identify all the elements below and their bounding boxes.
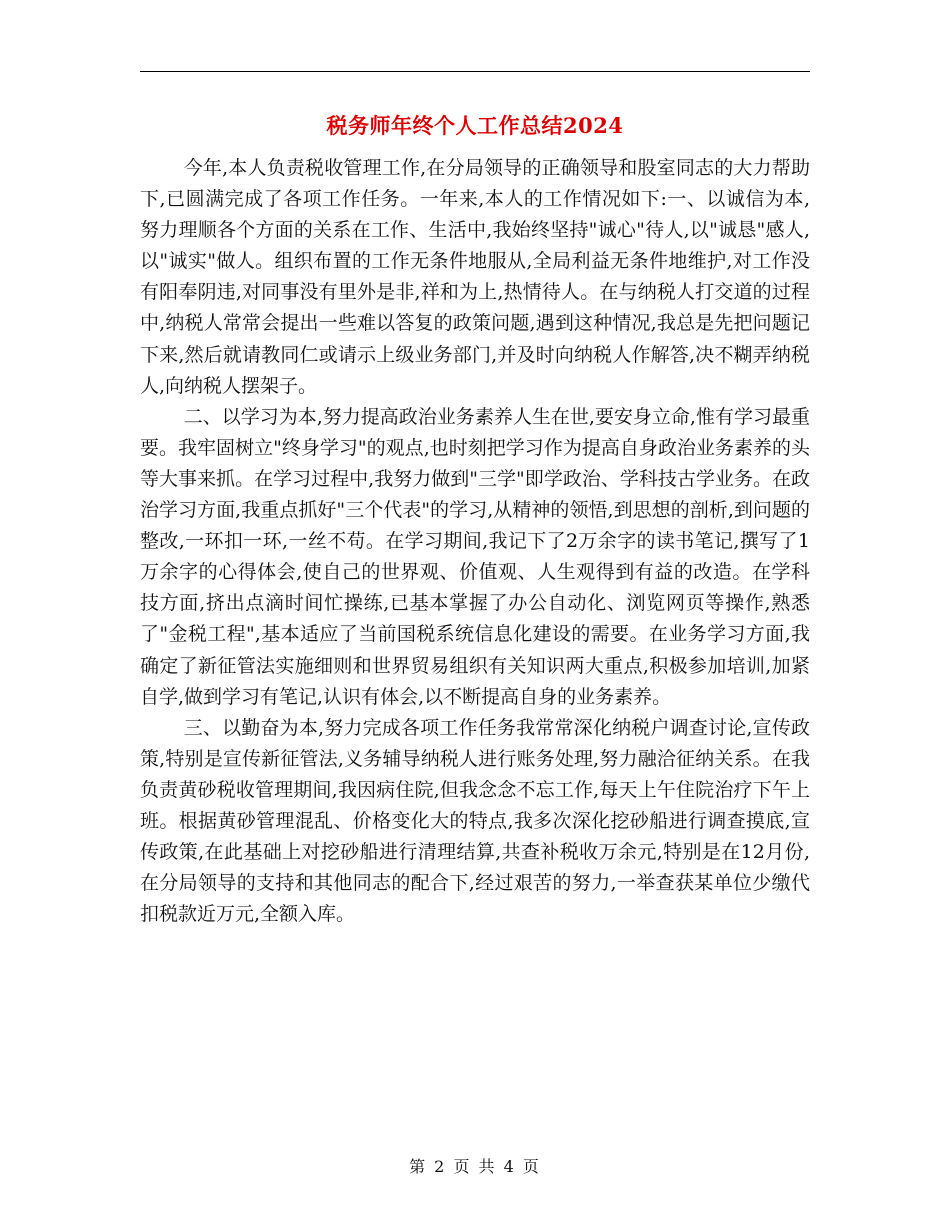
header-rule (140, 71, 810, 72)
paragraph-2: 二、以学习为本,努力提高政治业务素养人生在世,要安身立命,惟有学习最重要。我牢固树立"终身学习"的观点,也时刻把学习作为提高自身政治业务素养的头等大事来抓。在学习过程中,我努力做到"三学"即学政治、学科技古学业务。在政治学习方面,我重点抓好"三个代表"的学习,从精神的领悟,到思想的剖析,到问题的整改,一环扣一环,一丝不苟。在学习期间,我记下了2万余字的读书笔记,撰写了1万余字的心得体会,使自己的世界观、价值观、人生观得到有益的改造。在学科技方面,挤出点滴时间忙操练,已基本掌握了办公自动化、浏览网页等操作,熟悉了"金税工程",基本适应了当前国税系统信息化建设的需要。在业务学习方面,我确定了新征管法实施细则和世界贸易组织有关知识两大重点,积极参加培训,加紧自学,做到学习有笔记,认识有体会,以不断提高自身的业务素养。 (140, 405, 810, 708)
page-number-footer: 第 2 页 共 4 页 (409, 1157, 541, 1176)
document-title: 税务师年终个人工作总结2024 (326, 113, 624, 138)
document-body (140, 153, 810, 930)
paragraph-1: 今年,本人负责税收管理工作,在分局领导的正确领导和股室同志的大力帮助下,已圆满完成了各项工作任务。一年来,本人的工作情况如下:一、以诚信为本,努力理顺各个方面的关系在工作、生活中,我始终坚持"诚心"待人,以"诚恳"感人,以"诚实"做人。组织布置的工作无条件地服从,全局利益无条件地维护,对工作没有阳奉阴违,对同事没有里外是非,祥和为上,热情待人。在与纳税人打交道的过程中,纳税人常常会提出一些难以答复的政策问题,遇到这种情况,我总是先把问题记下来,然后就请教同仁或请示上级业务部门,并及时向纳税人作解答,决不糊弄纳税人,向纳税人摆架子。 (140, 157, 810, 397)
paragraph-3: 三、以勤奋为本,努力完成各项工作任务我常常深化纳税户调查讨论,宣传政策,特别是宣传新征管法,义务辅导纳税人进行账务处理,努力融洽征纳关系。在我负责黄砂税收管理期间,我因病住院,但我念念不忘工作,每天上午住院治疗下午上班。根据黄砂管理混乱、价格变化大的特点,我多次深化挖砂船进行调查摸底,宣传政策,在此基础上对挖砂船进行清理结算,共查补税收万余元,特别是在12月份,在分局领导的支持和其他同志的配合下,经过艰苦的努力,一举查获某单位少缴代扣税款近万元,全额入库。 (140, 716, 810, 926)
